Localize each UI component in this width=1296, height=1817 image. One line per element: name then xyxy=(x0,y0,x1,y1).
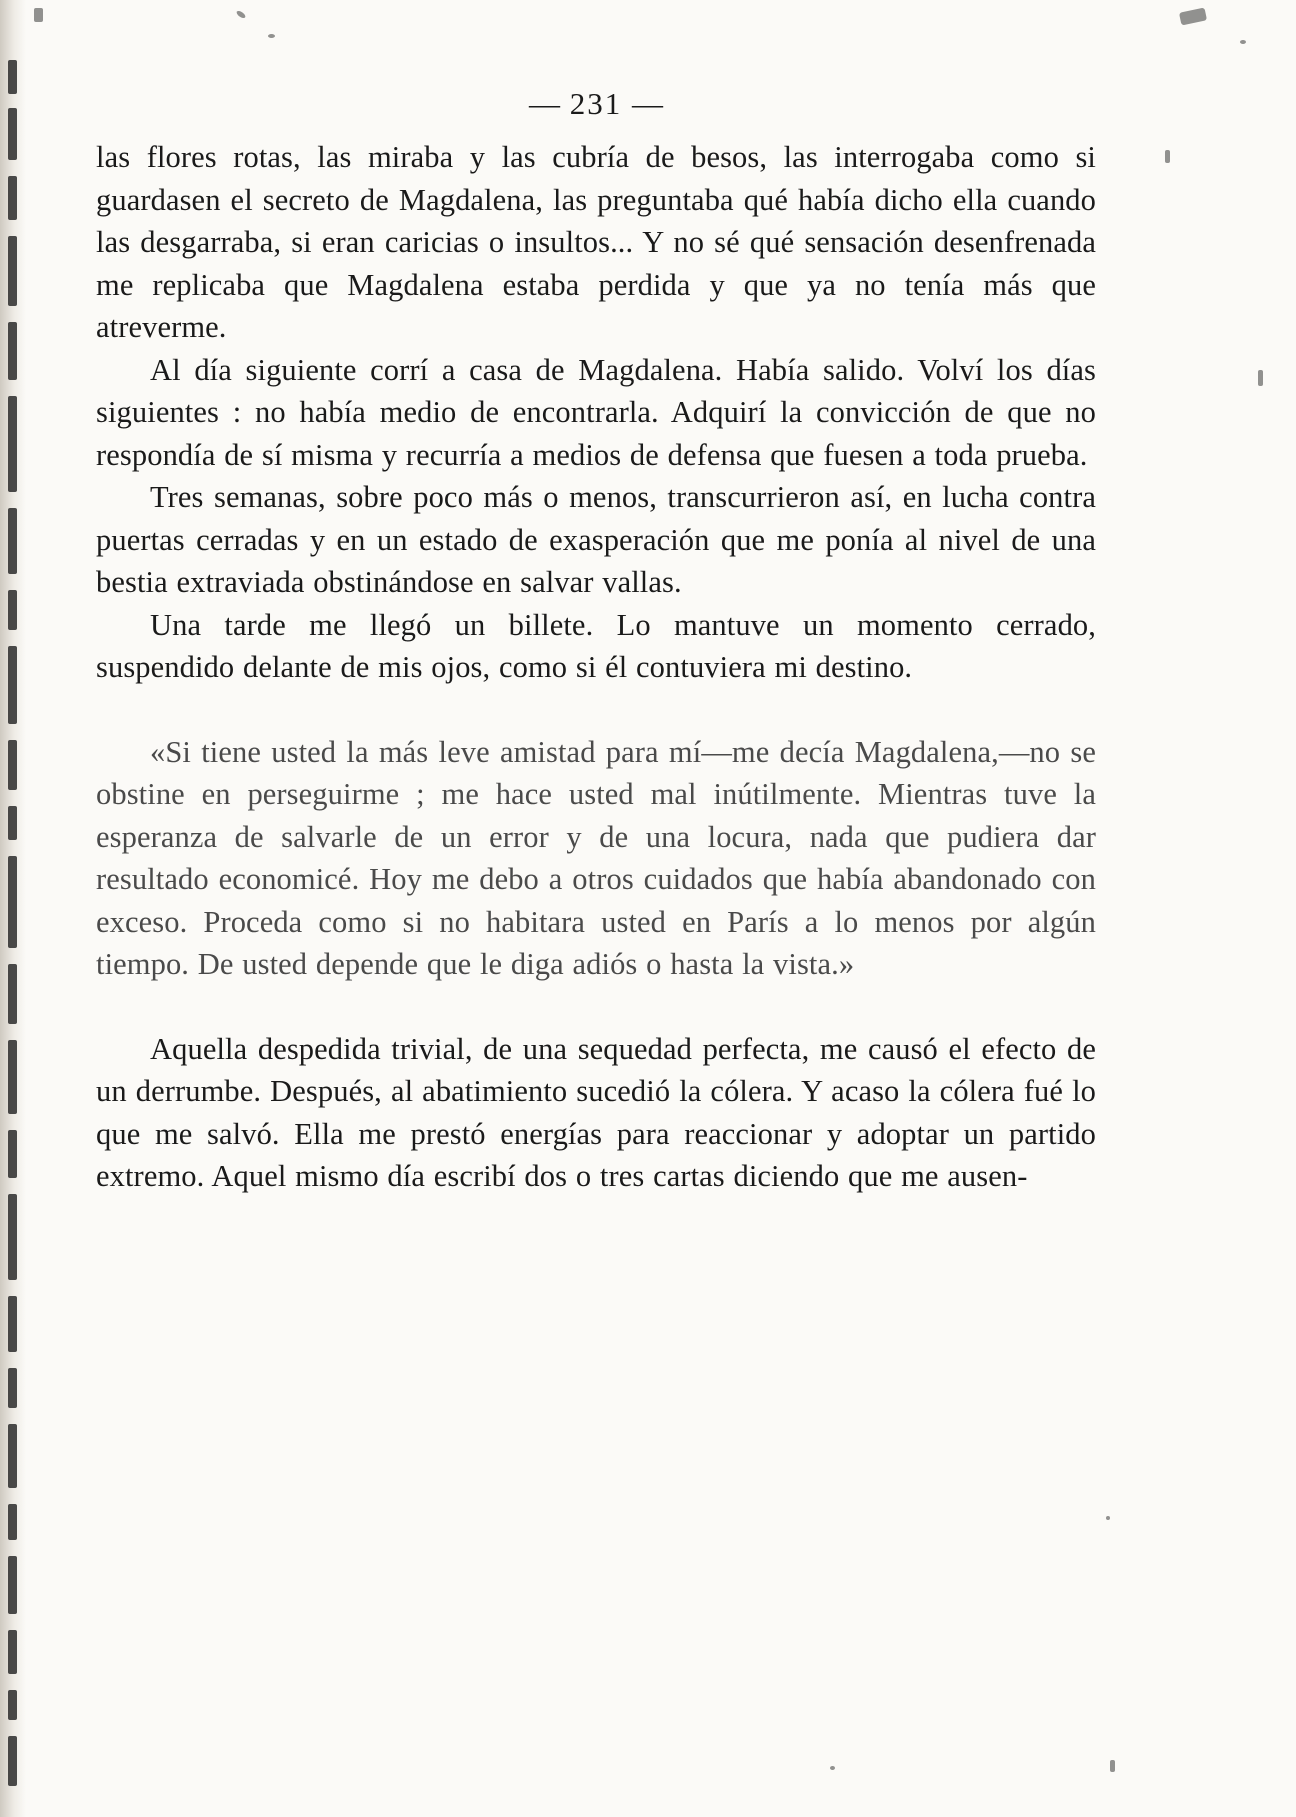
scan-speck xyxy=(34,8,43,22)
scan-speck xyxy=(830,1766,835,1770)
body-text-block xyxy=(96,136,1096,1198)
paragraph: las flores rotas, las miraba y las cubría de besos, las interrogaba como si guardasen el secreto de Magdalena, las preguntaba qué había dicho ella cuando las desgarraba, si eran caricias o insultos... Y no sé qué sensación desenfrenada me replicaba que Magdalena estaba perdida y que ya no tenía más que atreverme. xyxy=(96,140,1096,344)
folio-dash-right: — xyxy=(632,86,663,121)
paragraph: Aquella despedida trivial, de una sequedad perfecta, me causó el efecto de un derrumbe. Después, al abatimiento sucedió la cólera. Y acaso la cólera fué lo que me salvó. Ella me prestó energías para reaccionar y adoptar un partido extremo. Aquel mismo día escribí dos o tres cartas diciendo que me ausen- xyxy=(96,1031,1096,1193)
folio-number: 231 xyxy=(569,86,623,121)
quoted-letter-paragraph: «Si tiene usted la más leve amistad para mí—me decía Magdalena,—no se obstine en perseguirme ; me hace usted mal inútilmente. Mientras tuve la esperanza de salvarle de un error y de una locura, nada que pudiera dar resultado economicé. Hoy me debo a otros cuidados que había abandonado con exceso. Proceda como si no habitara usted en París a lo menos por algún tiempo. De usted depende que le diga adiós o hasta la vista.» xyxy=(96,734,1096,981)
paragraph: Al día siguiente corrí a casa de Magdalena. Había salido. Volví los días siguientes : no había medio de encontrarla. Adquirí la convicción de que no respondía de sí misma y recurría a medios de defensa que fuesen a toda prueba. xyxy=(96,352,1096,472)
paragraph: Una tarde me llegó un billete. Lo mantuve un momento cerrado, suspendido delante de mis ojos, como si él contuviera mi destino. xyxy=(96,607,1096,684)
scan-gutter-marks xyxy=(8,0,20,1817)
scan-speck xyxy=(1240,40,1246,44)
scan-speck xyxy=(1258,370,1263,386)
scan-speck xyxy=(1110,1760,1115,1772)
paragraph: Tres semanas, sobre poco más o menos, transcurrieron así, en lucha contra puertas cerradas y en un estado de exasperación que me ponía al nivel de una bestia extraviada obstinándose en salvar vallas. xyxy=(96,480,1096,599)
scan-speck xyxy=(1106,1516,1110,1520)
scan-speck xyxy=(1165,150,1170,163)
page-content xyxy=(96,0,1096,1198)
scan-speck xyxy=(1179,7,1207,25)
folio-dash-left: — xyxy=(529,86,560,121)
page-folio xyxy=(96,86,1096,122)
